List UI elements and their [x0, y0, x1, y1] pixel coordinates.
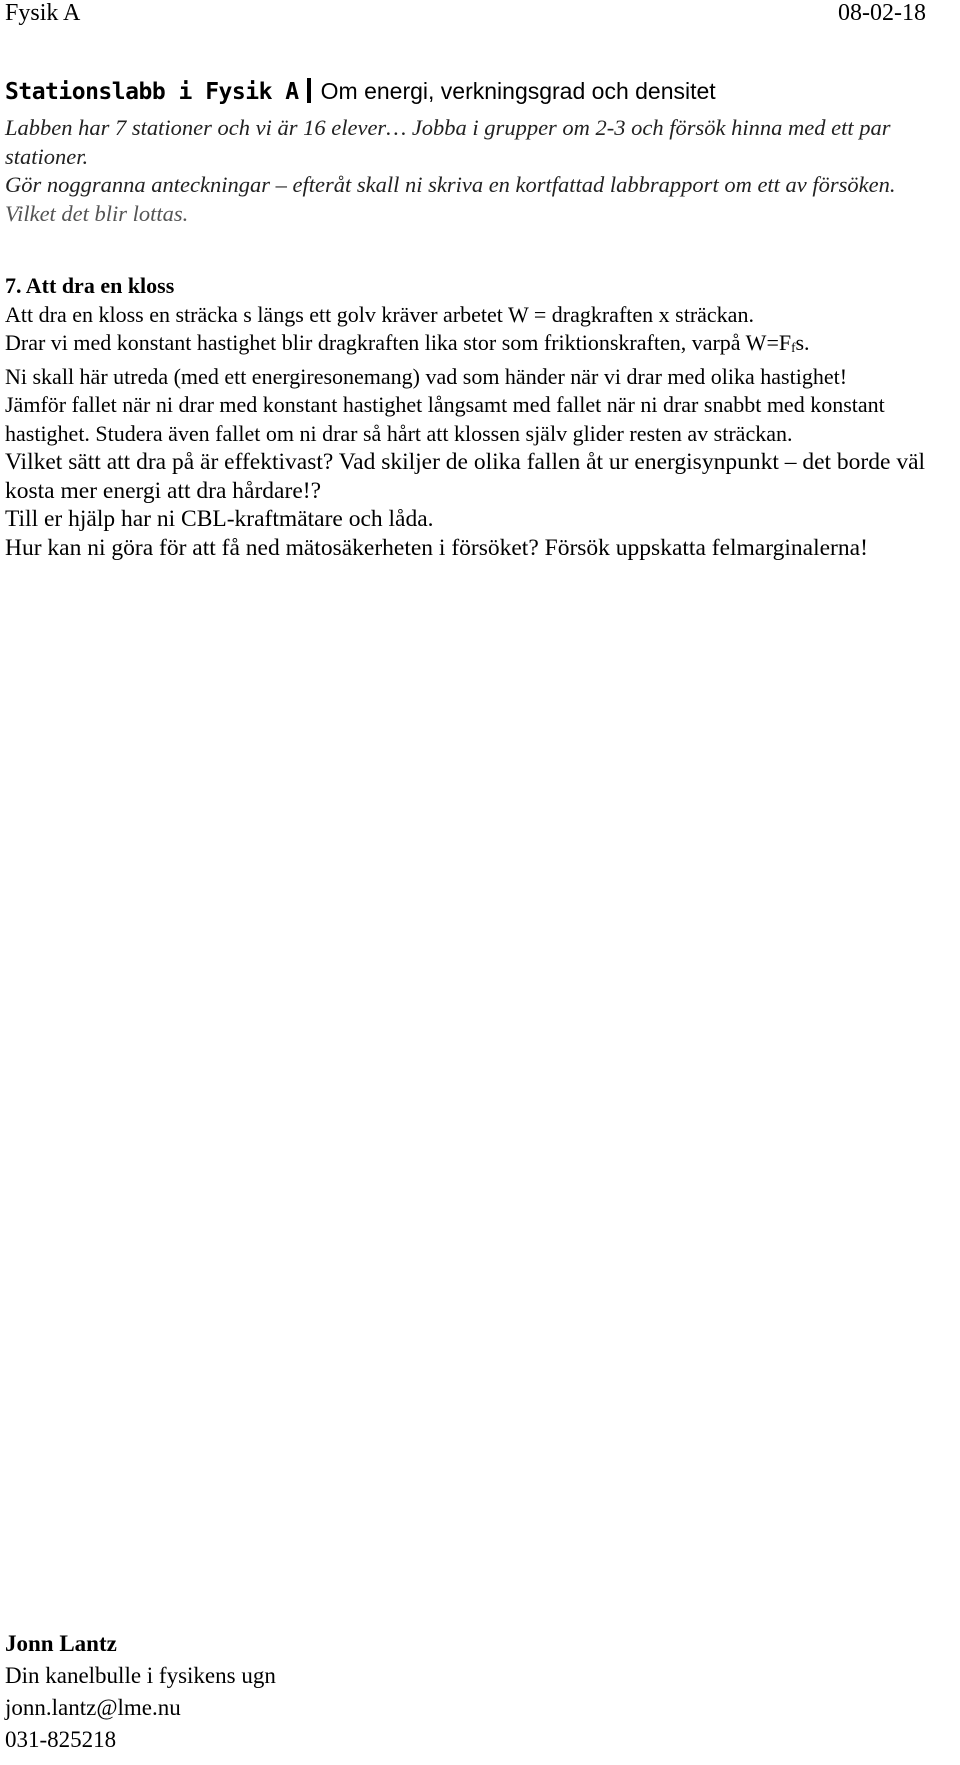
document-title — [5, 78, 716, 105]
author-name: Jonn Lantz — [5, 1631, 117, 1656]
station-paragraph-2 — [5, 329, 930, 363]
station-paragraph-3: Ni skall här utreda (med ett energiresonemang) vad som händer när vi drar med olika hastighet! — [5, 363, 848, 389]
title-main: Stationslabb i Fysik A — [5, 79, 299, 105]
p2-subscript: f — [791, 340, 796, 355]
author-email: jonn.lantz@lme.nu — [5, 1695, 181, 1720]
title-subtitle: Om energi, verkningsgrad och densitet — [320, 78, 716, 104]
page-header — [0, 0, 926, 32]
intro-line-1: Labben har 7 stationer och vi är 16 elever… Jobba i grupper om 2-3 och försök hinna med ett par stationer. — [5, 115, 891, 169]
author-phone: 031-825218 — [5, 1727, 117, 1752]
p2-prefix: Drar vi med konstant hastighet blir dragkraften lika stor som friktionskraften, varpå W=F — [5, 330, 792, 355]
intro-block — [5, 114, 925, 228]
intro-line-2b: Vilket det blir lottas. — [5, 200, 189, 226]
station-paragraph-5: Vilket sätt att dra på är effektivast? Vad skiljer de olika fallen åt ur energisynpunkt – det borde väl kosta mer energi att dra hårdare!? — [5, 449, 926, 504]
station-section — [5, 272, 930, 562]
author-tagline: Din kanelbulle i fysikens ugn — [5, 1663, 276, 1688]
intro-line-2 — [5, 171, 925, 228]
header-date: 08-02-18 — [838, 0, 926, 26]
station-paragraph-7: Hur kan ni göra för att få ned mätosäkerheten i försöket? Försök uppskatta felmarginalerna! — [5, 534, 868, 561]
station-paragraph-4: Jämför fallet när ni drar med konstant hastighet långsamt med fallet när ni drar snabbt med konstant hastighet. Studera även fallet om ni drar så hårt att klossen själv glider resten av sträckan. — [5, 392, 885, 446]
station-paragraph-6: Till er hjälp har ni CBL-kraftmätare och låda. — [5, 506, 434, 532]
station-heading: 7. Att dra en kloss — [5, 273, 175, 298]
p2-suffix: s. — [795, 330, 810, 355]
intro-line-2a: Gör noggranna anteckningar – efteråt skall ni skriva en kortfattad labbrapport om ett av försöken. — [5, 172, 896, 197]
header-subject: Fysik A — [5, 0, 81, 26]
author-footer — [5, 1628, 276, 1756]
station-paragraph-1: Att dra en kloss en sträcka s längs ett golv kräver arbetet W = dragkraften x sträckan. — [5, 301, 754, 327]
title-separator — [307, 78, 311, 103]
